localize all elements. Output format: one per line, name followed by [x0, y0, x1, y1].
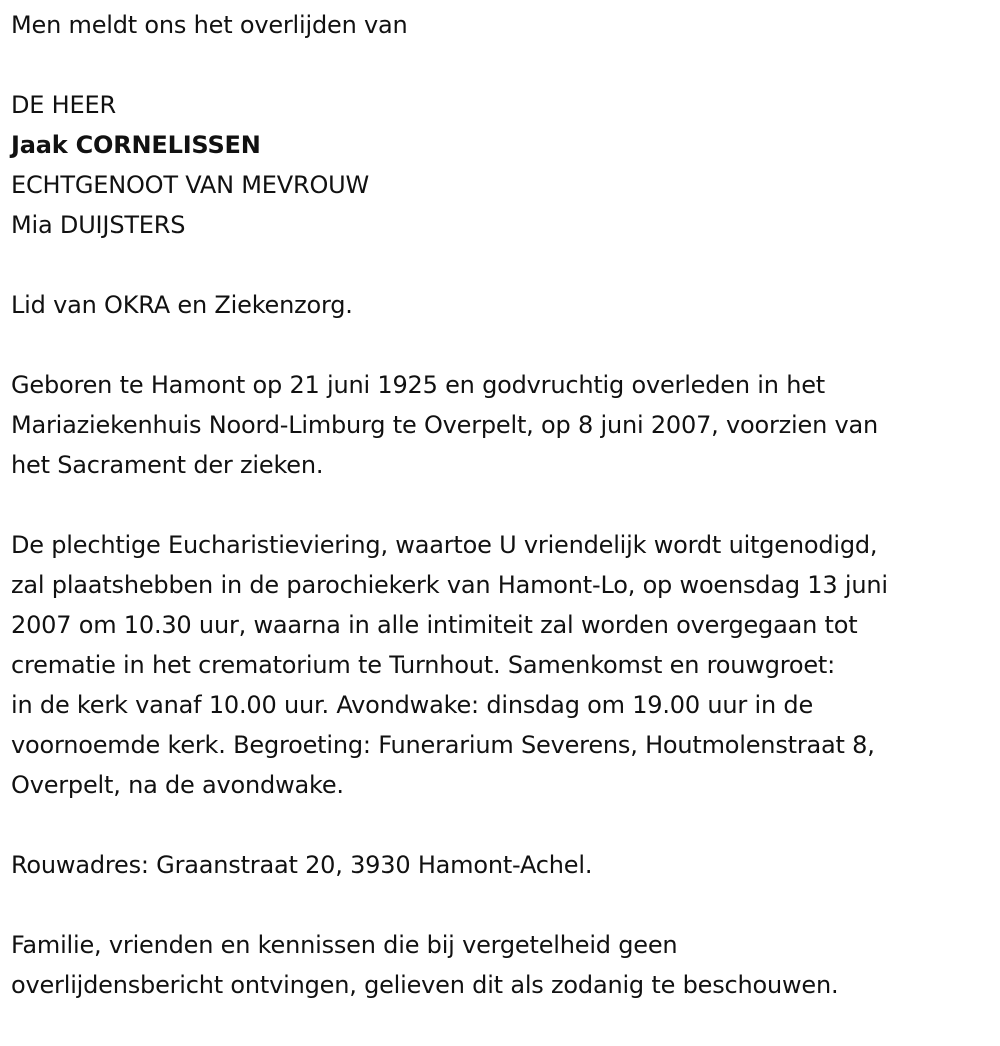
closing-paragraph: [11, 925, 988, 1005]
paragraph-line: in de kerk vanaf 10.00 uur. Avondwake: dinsdag om 19.00 uur in de: [11, 691, 814, 719]
spacer: [11, 885, 988, 925]
paragraph-line: voornoemde kerk. Begroeting: Funerarium Severens, Houtmolenstraat 8,: [11, 731, 875, 759]
ceremony-paragraph: [11, 525, 988, 805]
birth-death-paragraph: [11, 365, 988, 485]
paragraph-line: zal plaatshebben in de parochiekerk van Hamont-Lo, op woensdag 13 juni: [11, 571, 888, 599]
spacer: [11, 805, 988, 845]
spacer: [11, 485, 988, 525]
intro-text: Men meldt ons het overlijden van: [11, 11, 408, 39]
spacer: [11, 325, 988, 365]
paragraph-line: Geboren te Hamont op 21 juni 1925 en godvruchtig overleden in het: [11, 371, 825, 399]
spacer: [11, 45, 988, 85]
paragraph-line: Familie, vrienden en kennissen die bij vergetelheid geen: [11, 931, 678, 959]
paragraph-line: De plechtige Eucharistieviering, waartoe U vriendelijk wordt uitgenodigd,: [11, 531, 878, 559]
deceased-name: Jaak CORNELISSEN: [11, 131, 261, 159]
paragraph-line: crematie in het crematorium te Turnhout. Samenkomst en rouwgroet:: [11, 651, 836, 679]
paragraph-line: overlijdensbericht ontvingen, gelieven dit als zodanig te beschouwen.: [11, 971, 839, 999]
relation-text: ECHTGENOOT VAN MEVROUW: [11, 171, 370, 199]
paragraph-line: Overpelt, na de avondwake.: [11, 771, 344, 799]
paragraph-line: Mariaziekenhuis Noord-Limburg te Overpelt, op 8 juni 2007, voorzien van: [11, 411, 879, 439]
paragraph-line: 2007 om 10.30 uur, waarna in alle intimiteit zal worden overgegaan tot: [11, 611, 858, 639]
spacer: [11, 245, 988, 285]
mourning-address: Rouwadres: Graanstraat 20, 3930 Hamont-Achel.: [11, 851, 593, 879]
paragraph-line: het Sacrament der zieken.: [11, 451, 324, 479]
membership-text: Lid van OKRA en Ziekenzorg.: [11, 291, 353, 319]
honorific-title: DE HEER: [11, 91, 116, 119]
spouse-name: Mia DUIJSTERS: [11, 211, 186, 239]
